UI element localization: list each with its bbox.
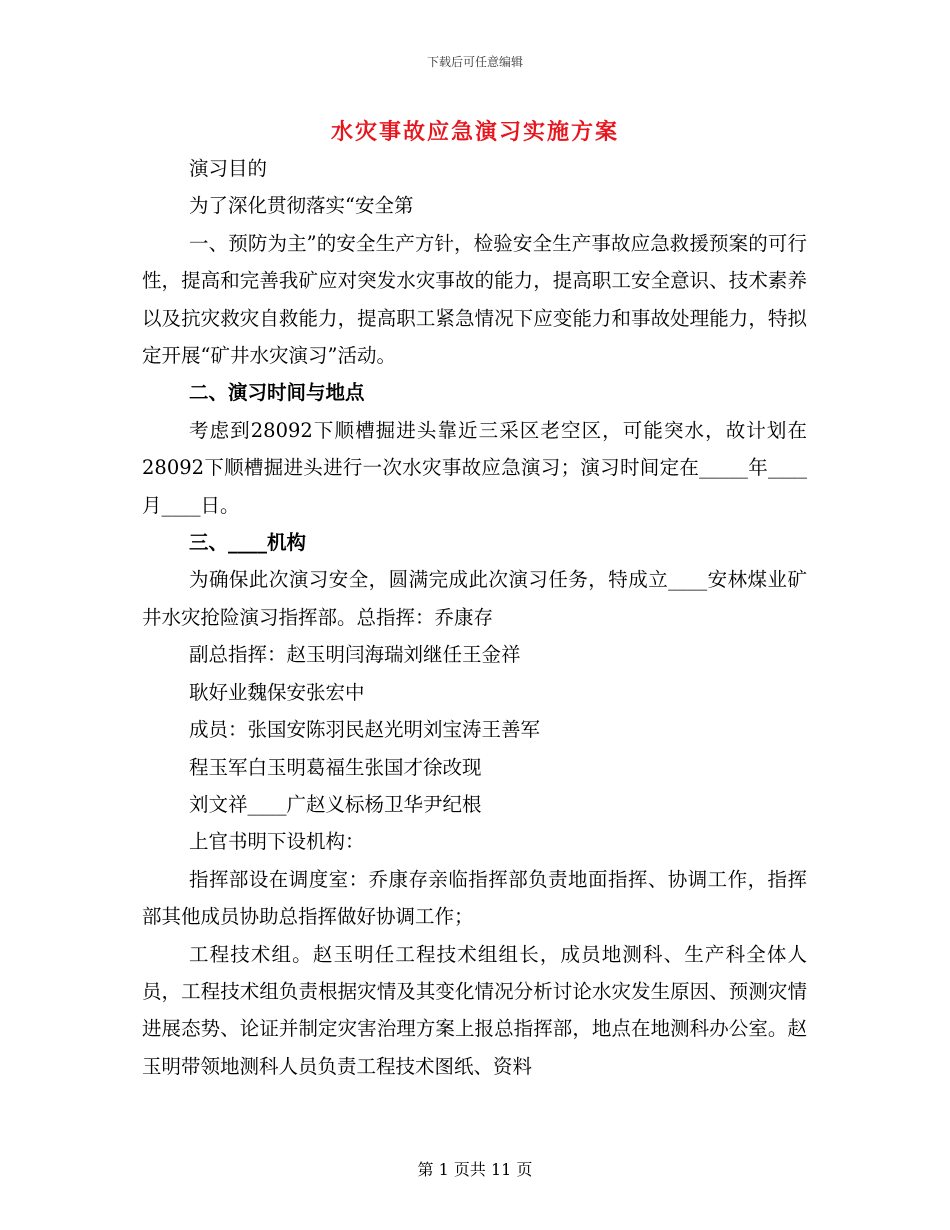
page-footer: 第 1 页共 11 页 bbox=[417, 1160, 533, 1179]
document-title: 水灾事故应急演习实施方案 bbox=[330, 119, 619, 145]
paragraph: 副总指挥：赵玉明闫海瑞刘继任王金祥 bbox=[189, 643, 521, 667]
section-heading: 二、演习时间与地点 bbox=[189, 381, 365, 405]
paragraph: 耿好业魏保安张宏中 bbox=[189, 680, 365, 704]
paragraph: 成员：张国安陈羽民赵光明刘宝涛王善军 bbox=[189, 718, 541, 742]
paragraph: 上官书明下设机构： bbox=[189, 830, 365, 854]
section-heading: 三、____机构 bbox=[189, 531, 307, 555]
paragraph: 指挥部设在调度室：乔康存亲临指挥部负责地面指挥、协调工作，指挥部其他成员协助总指挥做好协调工作； bbox=[142, 867, 807, 929]
paragraph: 程玉军白玉明葛福生张国才徐改现 bbox=[189, 755, 482, 779]
paragraph: 演习目的 bbox=[189, 157, 268, 180]
paragraph: 刘文祥____广赵义标杨卫华尹纪根 bbox=[189, 792, 482, 816]
paragraph: 工程技术组。赵玉明任工程技术组组长，成员地测科、生产科全体人员，工程技术组负责根据灾情及其变化情况分析讨论水灾发生原因、预测灾情进展态势、论证并制定灾害治理方案上报总指挥部，地点在地测科办公室。赵玉明带领地测科人员负责工程技术图纸、资料 bbox=[142, 942, 807, 1078]
paragraph: 为确保此次演习安全，圆满完成此次演习任务，特成立____安林煤业矿井水灾抢险演习指挥部。总指挥：乔康存 bbox=[142, 568, 807, 629]
page-header: 下载后可任意编辑 bbox=[426, 55, 523, 69]
document-body bbox=[142, 150, 807, 1085]
paragraph: 为了深化贯彻落实“安全第 bbox=[189, 194, 414, 218]
paragraph: 一、预防为主”的安全生产方针，检验安全生产事故应急救援预案的可行性，提高和完善我矿应对突发水灾事故的能力，提高职工安全意识、技术素养以及抗灾救灾自救能力，提高职工紧急情况下应变能力和事故处理能力，特拟定开展“矿井水灾演习”活动。 bbox=[142, 231, 807, 368]
paragraph: 考虑到28092下顺槽掘进头靠近三采区老空区，可能突水，故计划在28092下顺槽掘进头进行一次水灾事故应急演习；演习时间定在_____年____月____日。 bbox=[142, 418, 807, 517]
